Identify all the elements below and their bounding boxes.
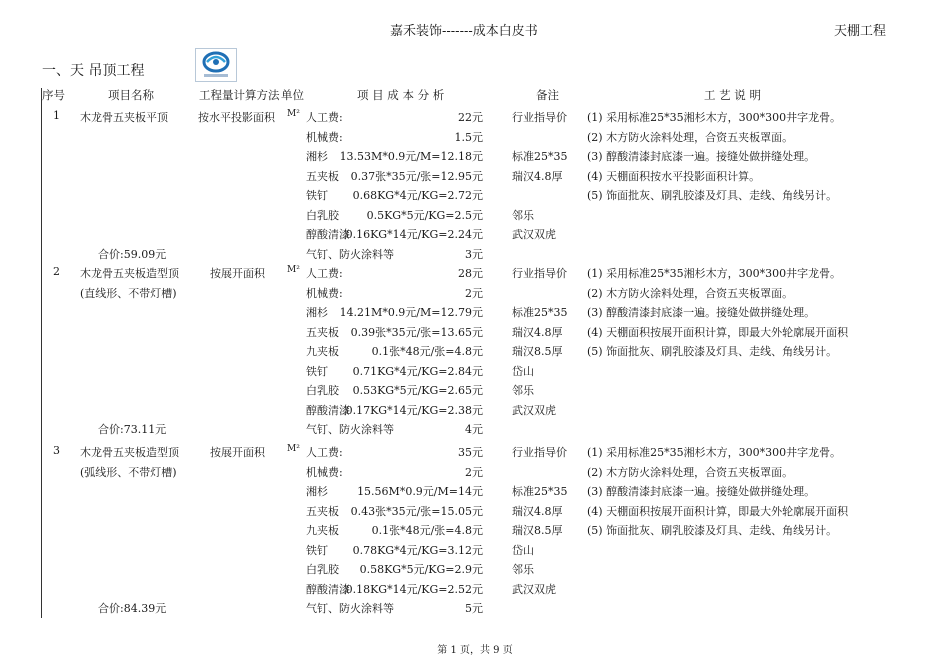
cost-remark: 标准25*35 (512, 150, 568, 163)
process-step: (3) 醇酸清漆封底漆一遍。接缝处做拼缝处理。 (587, 306, 816, 319)
item-total: 合价:84.39元 (98, 602, 167, 615)
cost-remark: 行业指导价 (512, 111, 567, 124)
cost-label: 铁钉 (306, 364, 328, 378)
process-step: (3) 醇酸清漆封底漆一遍。接缝处做拼缝处理。 (587, 150, 816, 163)
process-step: (4) 天棚面积按展开面积计算，即最大外轮廓展开面积 (587, 325, 849, 339)
company-logo (195, 48, 237, 82)
cost-formula: 0.43张*35元/张=15.05元 (350, 504, 483, 518)
cost-amount: 28元 (458, 267, 483, 280)
cost-remark: 标准25*35 (512, 306, 568, 319)
section-title: 一、天 吊顶工程 (42, 63, 145, 79)
cost-remark: 武汉双虎 (512, 228, 556, 241)
item-seq: 1 (53, 109, 60, 122)
cost-label: 九夹板 (306, 345, 339, 358)
cost-formula: 0.18KG*14元/KG=2.52元 (345, 582, 483, 596)
item-total: 合价:73.11元 (98, 423, 167, 436)
cost-formula: 13.53M*0.9元/M=12.18元 (339, 150, 483, 163)
cost-amount: 2元 (465, 286, 483, 300)
process-step: (2) 木方防火涂料处理，合资五夹板罩面。 (587, 130, 794, 144)
cost-label: 五夹板 (306, 325, 339, 339)
cost-formula: 0.68KG*4元/KG=2.72元 (352, 189, 483, 202)
cost-formula: 0.58KG*5元/KG=2.9元 (359, 563, 483, 576)
cost-remark: 瑞汉8.5厚 (512, 524, 563, 537)
cost-label: 湘杉 (306, 485, 328, 498)
cost-formula: 0.37张*35元/张=12.95元 (350, 169, 483, 183)
cost-formula: 0.78KG*4元/KG=3.12元 (352, 543, 483, 557)
item-total: 合价:59.09元 (98, 247, 167, 261)
cost-label: 五夹板 (306, 169, 339, 183)
cost-amount: 1.5元 (454, 130, 483, 144)
cost-remark: 岱山 (512, 364, 534, 378)
cost-label: 醇酸清漆 (306, 228, 350, 241)
cost-label: 铁钉 (306, 189, 328, 202)
cost-formula: 0.71KG*4元/KG=2.84元 (352, 364, 483, 378)
cost-label: 醇酸清漆 (306, 403, 350, 417)
item-name-line: (弧线形、不带灯槽) (80, 465, 177, 479)
col-seq: 序号 (42, 88, 65, 102)
cost-label: 机械费: (306, 465, 343, 479)
item-unit: M² (287, 444, 300, 454)
item-method: 按展开面积 (210, 446, 265, 459)
item-name-line: 木龙骨五夹板平顶 (80, 111, 168, 124)
cost-remark: 武汉双虎 (512, 582, 556, 596)
cost-amount: 22元 (458, 111, 483, 124)
process-step: (4) 天棚面积按水平投影面积计算。 (587, 169, 761, 183)
cost-formula: 14.21M*0.9元/M=12.79元 (339, 306, 483, 319)
process-step: (4) 天棚面积按展开面积计算，即最大外轮廓展开面积 (587, 504, 849, 518)
cost-label: 湘杉 (306, 150, 328, 163)
cost-formula: 0.1张*48元/张=4.8元 (371, 524, 483, 537)
col-method: 工程量计算方法 (199, 88, 280, 102)
item-seq: 2 (53, 265, 60, 278)
cost-remark: 行业指导价 (512, 446, 567, 459)
item-name-line: (直线形、不带灯槽) (80, 286, 177, 300)
process-step: (1) 采用标准25*35湘杉木方，300*300井字龙骨。 (587, 446, 842, 459)
cost-label: 九夹板 (306, 524, 339, 537)
cost-label: 人工费: (306, 446, 343, 459)
cost-formula: 0.39张*35元/张=13.65元 (350, 325, 483, 339)
cost-label: 五夹板 (306, 504, 339, 518)
process-step: (2) 木方防火涂料处理，合资五夹板罩面。 (587, 286, 794, 300)
cost-label: 白乳胶 (306, 563, 339, 576)
cost-remark: 瑞汉4.8厚 (512, 325, 563, 339)
cost-label: 气钉、防火涂料等 (306, 602, 394, 615)
cost-formula: 0.53KG*5元/KG=2.65元 (352, 384, 483, 397)
cost-remark: 武汉双虎 (512, 403, 556, 417)
item-seq: 3 (53, 444, 60, 457)
cost-formula: 0.5KG*5元/KG=2.5元 (366, 208, 483, 222)
process-step: (5) 饰面批灰、刷乳胶漆及灯具、走线、角线另计。 (587, 524, 838, 537)
cost-label: 机械费: (306, 130, 343, 144)
cost-remark: 邻乐 (512, 384, 534, 397)
cost-label: 铁钉 (306, 543, 328, 557)
item-unit: M² (287, 265, 300, 275)
cost-remark: 邻乐 (512, 208, 534, 222)
col-name: 项目名称 (108, 88, 154, 102)
cost-remark: 瑞汉4.8厚 (512, 169, 563, 183)
cost-remark: 瑞汉4.8厚 (512, 504, 563, 518)
item-method: 按水平投影面积 (198, 111, 275, 124)
cost-remark: 瑞汉8.5厚 (512, 345, 563, 358)
cost-formula: 0.16KG*14元/KG=2.24元 (345, 228, 483, 241)
col-process: 工 艺 说 明 (704, 88, 761, 102)
cost-formula: 0.17KG*14元/KG=2.38元 (345, 403, 483, 417)
cost-label: 气钉、防火涂料等 (306, 247, 394, 261)
cost-amount: 5元 (465, 602, 483, 615)
process-step: (5) 饰面批灰、刷乳胶漆及灯具、走线、角线另计。 (587, 189, 838, 202)
cost-remark: 岱山 (512, 543, 534, 557)
cost-formula: 0.1张*48元/张=4.8元 (371, 345, 483, 358)
cost-label: 人工费: (306, 267, 343, 280)
cost-label: 湘杉 (306, 306, 328, 319)
cost-remark: 邻乐 (512, 563, 534, 576)
cost-remark: 标准25*35 (512, 485, 568, 498)
cost-label: 白乳胶 (306, 208, 339, 222)
process-step: (3) 醇酸清漆封底漆一遍。接缝处做拼缝处理。 (587, 485, 816, 498)
col-unit: 单位 (281, 88, 304, 102)
cost-amount: 35元 (458, 446, 483, 459)
item-method: 按展开面积 (210, 267, 265, 280)
process-step: (5) 饰面批灰、刷乳胶漆及灯具、走线、角线另计。 (587, 345, 838, 358)
cost-label: 机械费: (306, 286, 343, 300)
cost-remark: 行业指导价 (512, 267, 567, 280)
cost-label: 白乳胶 (306, 384, 339, 397)
process-step: (2) 木方防火涂料处理，合资五夹板罩面。 (587, 465, 794, 479)
section-category: 天棚工程 (834, 24, 887, 39)
cost-label: 气钉、防火涂料等 (306, 423, 394, 436)
col-remark: 备注 (536, 88, 559, 102)
cost-amount: 4元 (465, 423, 483, 436)
item-name-line: 木龙骨五夹板造型顶 (80, 267, 179, 280)
page-footer: 第 1 页，共 9 页 (437, 645, 513, 656)
item-name-line: 木龙骨五夹板造型顶 (80, 446, 179, 459)
cost-label: 人工费: (306, 111, 343, 124)
col-analysis: 项 目 成 本 分 析 (357, 88, 445, 102)
process-step: (1) 采用标准25*35湘杉木方，300*300井字龙骨。 (587, 111, 842, 124)
process-step: (1) 采用标准25*35湘杉木方，300*300井字龙骨。 (587, 267, 842, 280)
item-unit: M² (287, 109, 300, 119)
cost-amount: 3元 (465, 247, 483, 261)
document-title: 嘉禾装饰-------成本白皮书 (390, 24, 538, 39)
left-border-line (41, 88, 42, 618)
cost-amount: 2元 (465, 465, 483, 479)
cost-label: 醇酸清漆 (306, 582, 350, 596)
cost-formula: 15.56M*0.9元/M=14元 (357, 485, 483, 498)
